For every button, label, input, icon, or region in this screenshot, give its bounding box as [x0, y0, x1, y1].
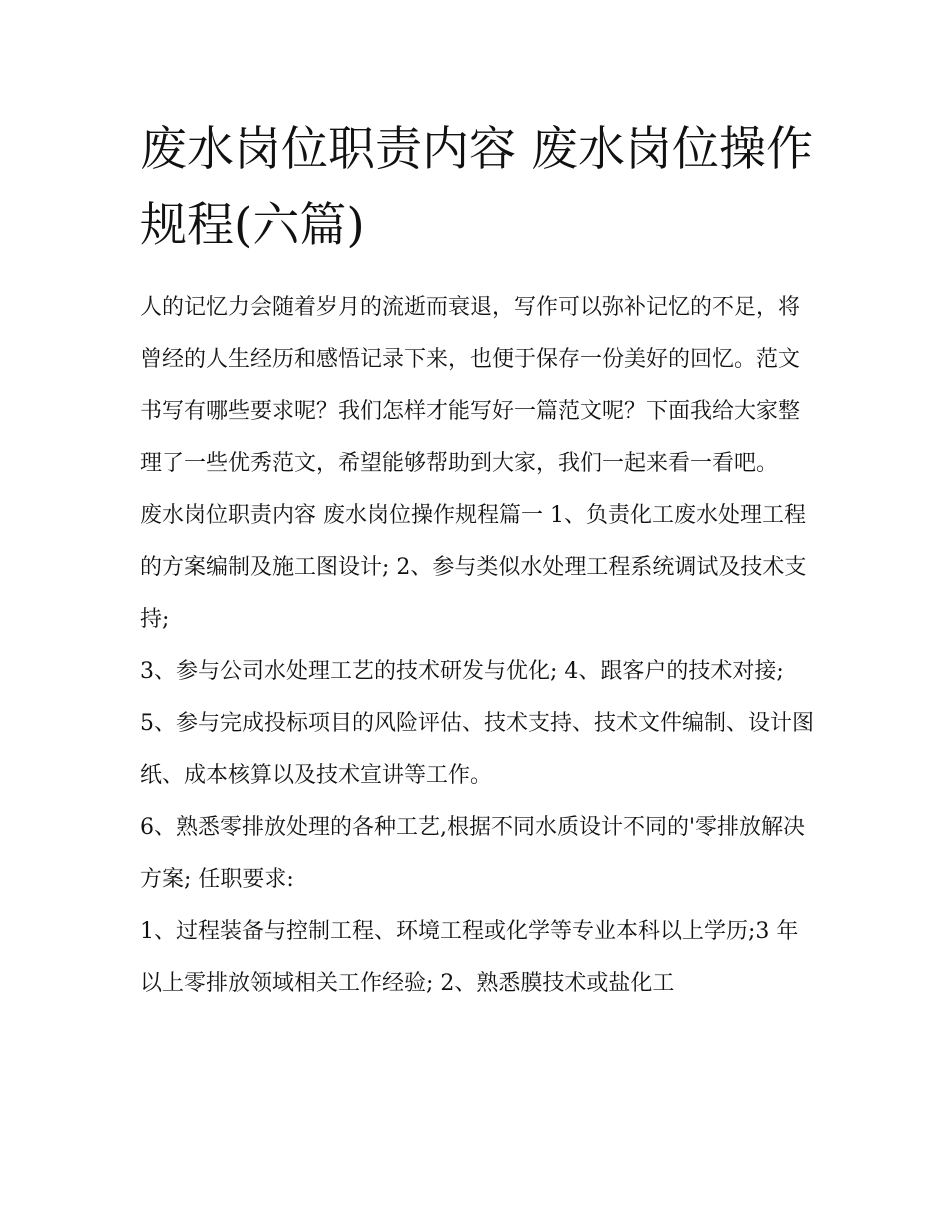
- paragraph-requirements: 1、过程装备与控制工程、环境工程或化学等专业本科以上学历;3 年以上零排放领域相关工作经验; 2、熟悉膜技术或盐化工: [140, 919, 799, 996]
- document-body: [140, 282, 815, 1010]
- paragraph-intro: 人的记忆力会随着岁月的流逝而衰退，写作可以弥补记忆的不足，将曾经的人生经历和感悟记录下来，也便于保存一份美好的回忆。范文书写有哪些要求呢？我们怎样才能写好一篇范文呢？下面我给大家整理了一些优秀范文，希望能够帮助到大家，我们一起来看一看吧。: [140, 295, 801, 476]
- paragraph-item-6: 6、熟悉零排放处理的各种工艺,根据不同水质设计不同的'零排放解决方案; 任职要求:: [140, 815, 806, 892]
- document-title: 废水岗位职责内容 废水岗位操作规程(六篇): [140, 122, 813, 253]
- paragraph-item-5: 5、参与完成投标项目的风险评估、技术支持、技术文件编制、设计图纸、成本核算以及技术宣讲等工作。: [140, 711, 814, 788]
- paragraph-item-3: 3、参与公司水处理工艺的技术研发与优化; 4、跟客户的技术对接;: [140, 659, 784, 684]
- paragraph-section-one: 废水岗位职责内容 废水岗位操作规程篇一 1、负责化工废水处理工程的方案编制及施工图设计; 2、参与类似水处理工程系统调试及技术支持;: [140, 503, 807, 632]
- document-page: [140, 112, 815, 1010]
